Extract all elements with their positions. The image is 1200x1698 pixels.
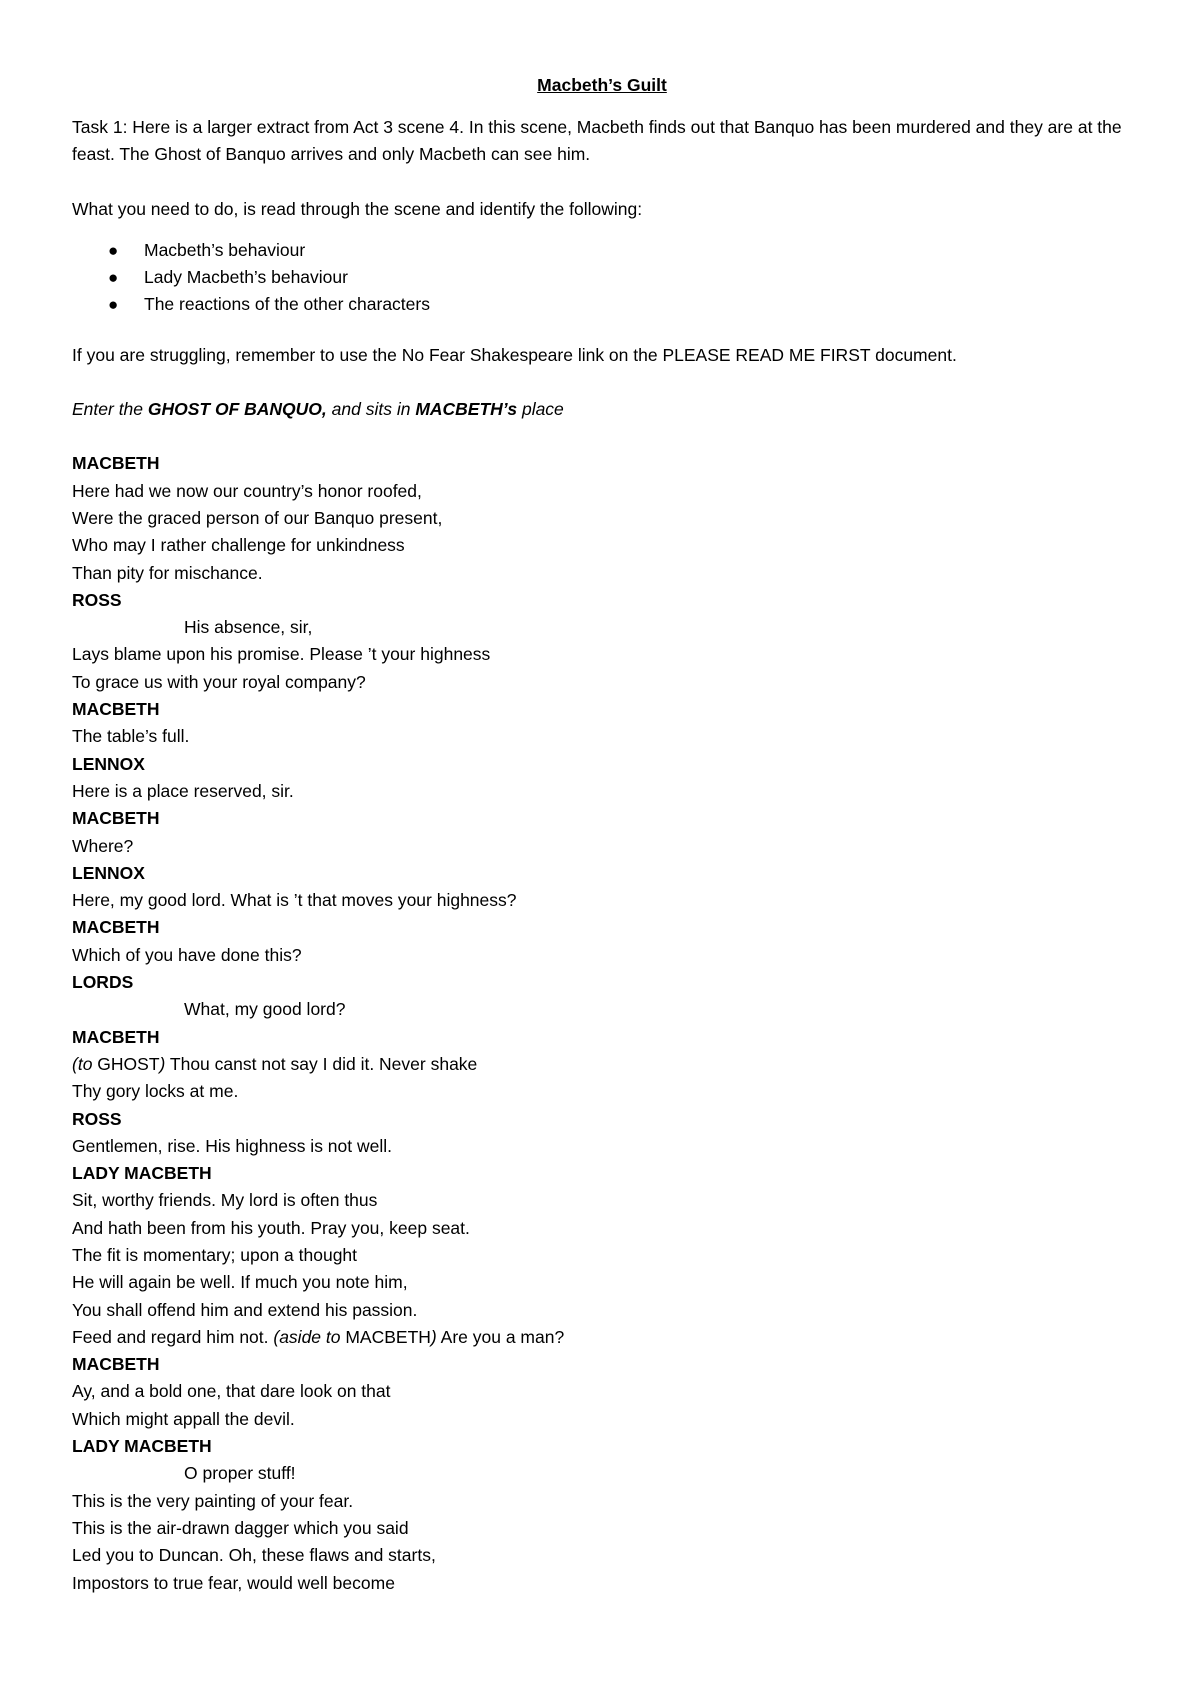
- speaker-name: LORDS: [72, 972, 134, 993]
- bullet-item: ● Lady Macbeth’s behaviour: [72, 264, 1132, 291]
- speaker-name: ROSS: [72, 589, 122, 610]
- stage-direction: Enter the GHOST OF BANQUO, and sits in MACBETH’s place: [72, 399, 564, 420]
- help-note: If you are struggling, remember to use the No Fear Shakespeare link on the PLEASE READ ME FIRST document.: [72, 344, 957, 365]
- script-line: His absence, sir,: [184, 617, 313, 638]
- document-page: [72, 72, 1132, 1597]
- script-line: Which might appall the devil.: [72, 1408, 295, 1429]
- speaker-name: LENNOX: [72, 862, 145, 883]
- speaker-name: MACBETH: [72, 808, 160, 829]
- bullet-list: [72, 237, 1132, 319]
- script-line: To grace us with your royal company?: [72, 671, 366, 692]
- speaker-name: MACBETH: [72, 1354, 160, 1375]
- document-title: Macbeth’s Guilt: [537, 75, 667, 95]
- speaker-name: LENNOX: [72, 753, 145, 774]
- bullet-icon: ●: [108, 240, 119, 260]
- speaker-name: LADY MACBETH: [72, 1163, 212, 1184]
- script-line: Here is a place reserved, sir.: [72, 780, 294, 801]
- script-line: This is the air-drawn dagger which you said: [72, 1517, 409, 1538]
- script-line: Thy gory locks at me.: [72, 1081, 239, 1102]
- script-line: He will again be well. If much you note him,: [72, 1272, 408, 1293]
- script-line: What, my good lord?: [184, 999, 346, 1020]
- script-line: Impostors to true fear, would well become: [72, 1572, 395, 1593]
- speaker-name: MACBETH: [72, 453, 160, 474]
- speaker-name: MACBETH: [72, 699, 160, 720]
- bullet-item: ● Macbeth’s behaviour: [72, 237, 1132, 264]
- script-line: Which of you have done this?: [72, 944, 302, 965]
- script-line: O proper stuff!: [184, 1463, 296, 1484]
- script-line: (to GHOST) Thou canst not say I did it. Never shake: [72, 1053, 478, 1074]
- script-line: Feed and regard him not. (aside to MACBETH) Are you a man?: [72, 1326, 565, 1347]
- instruction: What you need to do, is read through the scene and identify the following:: [72, 198, 643, 219]
- script-line: This is the very painting of your fear.: [72, 1490, 354, 1511]
- bullet-icon: ●: [108, 295, 119, 315]
- speaker-name: MACBETH: [72, 917, 160, 938]
- script-line: And hath been from his youth. Pray you, keep seat.: [72, 1217, 470, 1238]
- script-line: Led you to Duncan. Oh, these flaws and starts,: [72, 1545, 436, 1566]
- script-extract: [72, 450, 1132, 1596]
- script-line: Where?: [72, 835, 134, 856]
- script-line: Gentlemen, rise. His highness is not well.: [72, 1135, 392, 1156]
- task-intro: Task 1: Here is a larger extract from Act 3 scene 4. In this scene, Macbeth finds out that Banquo has been murdered and they are at the feast. The Ghost of Banquo arrives and only Macbeth can see him.: [72, 117, 1122, 165]
- speaker-name: ROSS: [72, 1108, 122, 1129]
- script-line: Were the graced person of our Banquo present,: [72, 507, 443, 528]
- script-line: Lays blame upon his promise. Please ’t your highness: [72, 644, 491, 665]
- bullet-icon: ●: [108, 268, 119, 288]
- script-line: You shall offend him and extend his passion.: [72, 1299, 418, 1320]
- speaker-name: MACBETH: [72, 1026, 160, 1047]
- script-line: Here had we now our country’s honor roofed,: [72, 480, 422, 501]
- script-line: Than pity for mischance.: [72, 562, 263, 583]
- script-line: Who may I rather challenge for unkindness: [72, 535, 405, 556]
- script-line: Here, my good lord. What is ’t that moves your highness?: [72, 890, 517, 911]
- bullet-item: ● The reactions of the other characters: [72, 291, 1132, 318]
- script-line: The table’s full.: [72, 726, 190, 747]
- script-line: Ay, and a bold one, that dare look on that: [72, 1381, 391, 1402]
- script-line: The fit is momentary; upon a thought: [72, 1244, 358, 1265]
- speaker-name: LADY MACBETH: [72, 1436, 212, 1457]
- script-line: Sit, worthy friends. My lord is often thus: [72, 1190, 378, 1211]
